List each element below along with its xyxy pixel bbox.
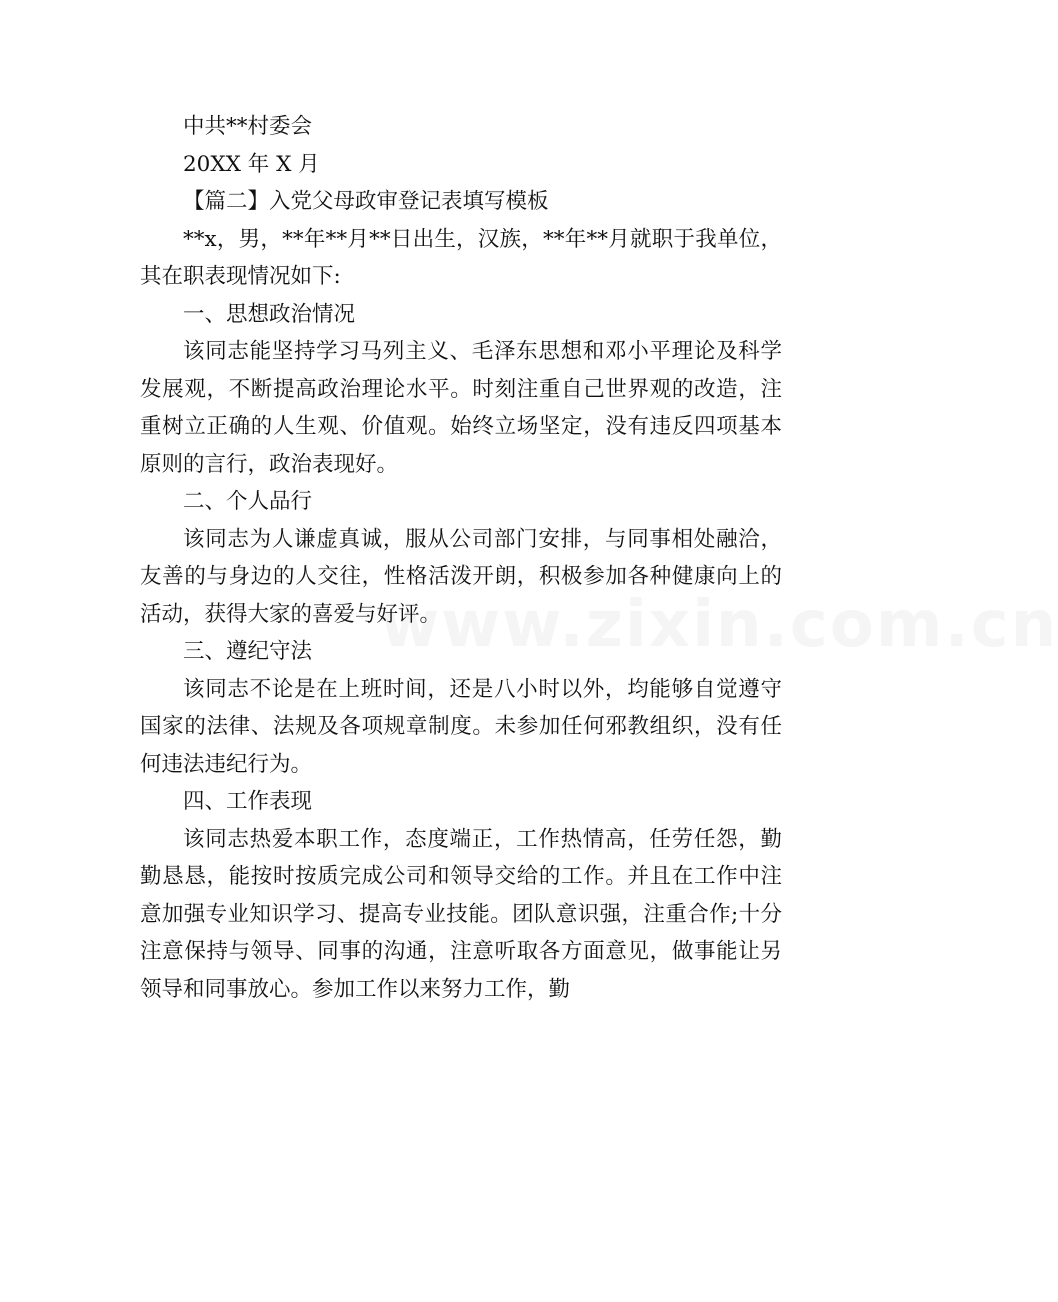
section-body-law: 该同志不论是在上班时间，还是八小时以外，均能够自觉遵守国家的法律、法规及各项规章制度。未参加任何邪教组织，没有任何违法违纪行为。 [140,676,782,777]
section-body-politics: 该同志能坚持学习马列主义、毛泽东思想和邓小平理论及科学发展观，不断提高政治理论水平。时刻注重自己世界观的改造，注重树立正确的人生观、价值观。始终立场坚定，没有违反四项基本原则的言行，政治表现好。 [140,339,782,477]
section-heading-politics: 一、思想政治情况 [183,301,356,327]
document-body [140,108,782,1008]
section-heading-conduct: 二、个人品行 [183,489,313,514]
section-body-work: 该同志热爱本职工作，态度端正，工作热情高，任劳任怨，勤勤恳恳，能按时按质完成公司和领导交给的工作。并且在工作中注意加强专业知识学习、提高专业技能。团队意识强，注重合作;十分注意保持与领导、同事的沟通，注意听取各方面意见，做事能让另领导和同事放心。参加工作以来努力工作，勤 [140,826,782,1002]
section-body-conduct: 该同志为人谦虚真诚，服从公司部门安排，与同事相处融洽，友善的与身边的人交往，性格活泼开朗，积极参加各种健康向上的活动，获得大家的喜爱与好评。 [140,526,782,627]
signature-org: 中共**村委会 [183,114,313,139]
section-heading-law: 三、遵纪守法 [183,639,313,664]
intro-paragraph: **x，男，**年**月**日出生，汉族，**年**月就职于我单位，其在职表现情况如下: [140,226,782,289]
section-heading-work: 四、工作表现 [183,789,313,814]
watermark: www.zixin.com.cn [380,588,1058,662]
section-title: 【篇二】入党父母政审登记表填写模板 [183,189,549,214]
signature-date: 20XX 年 X 月 [183,151,320,177]
